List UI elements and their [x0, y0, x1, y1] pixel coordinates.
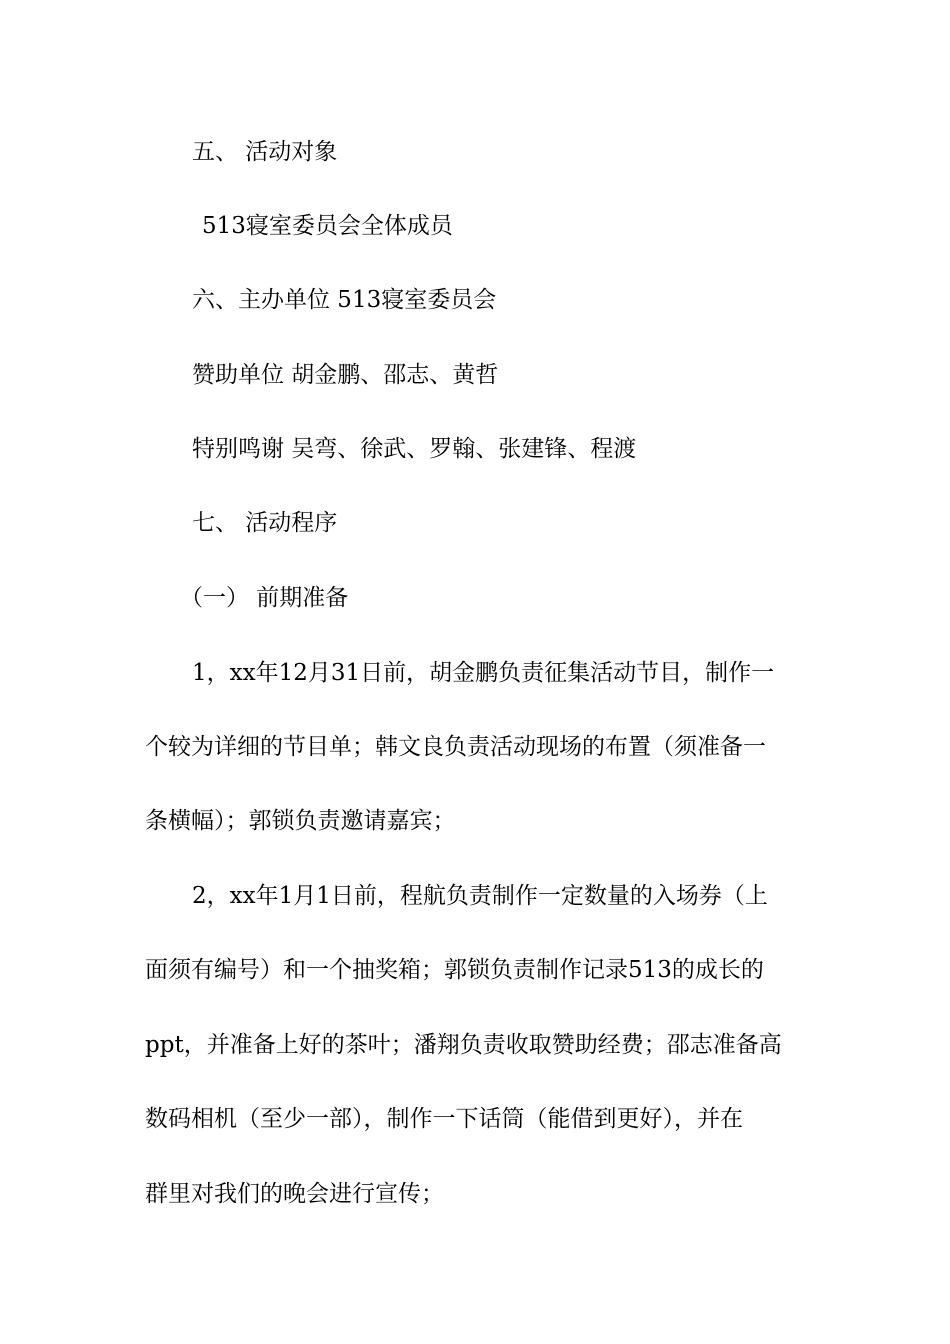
paragraph-line: 赞助单位 胡金鹏、邵志、黄哲 [192, 362, 499, 388]
paragraph-line: ppt，并准备上好的茶叶；潘翔负责收取赞助经费；邵志准备高 [145, 1032, 782, 1058]
paragraph-line: 特别鸣谢 吴弯、徐武、罗翰、张建锋、程渡 [192, 436, 637, 462]
paragraph-line: 面须有编号）和一个抽奖箱；郭锁负责制作记录513的成长的 [145, 957, 764, 983]
paragraph-line: 个较为详细的节目单；韩文良负责活动现场的布置（须准备一 [145, 734, 766, 760]
subsection-heading: （一） 前期准备 [180, 585, 349, 611]
section-heading-six: 六、主办单位 513寝室委员会 [192, 287, 497, 313]
section-heading-seven: 七、 活动程序 [192, 510, 338, 536]
paragraph-line: 513寝室委员会全体成员 [202, 213, 453, 239]
paragraph-line: 群里对我们的晚会进行宣传； [145, 1181, 444, 1207]
paragraph-line: 数码相机（至少一部），制作一下话筒（能借到更好），并在 [145, 1106, 743, 1132]
paragraph-line: 1，xx年12月31日前，胡金鹏负责征集活动节目，制作一 [192, 660, 775, 686]
section-heading-five: 五、 活动对象 [192, 139, 338, 165]
paragraph-line: 条横幅）；郭锁负责邀请嘉宾； [145, 808, 456, 834]
paragraph-line: 2，xx年1月1日前，程航负责制作一定数量的入场券（上 [192, 883, 768, 909]
